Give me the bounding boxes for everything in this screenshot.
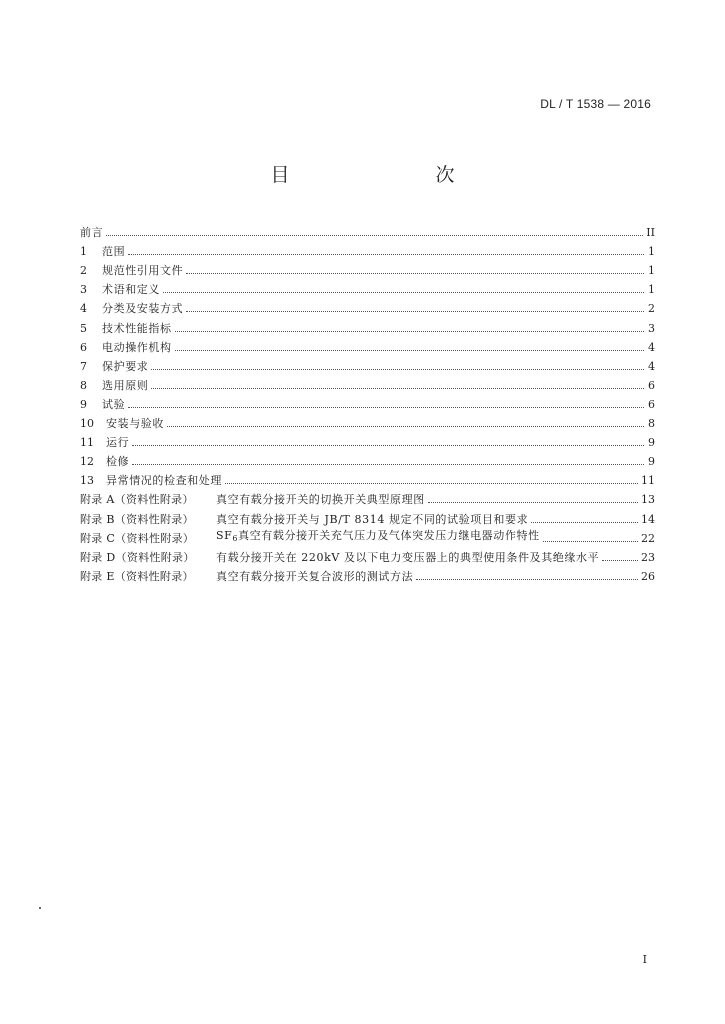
- toc-entry-1[interactable]: [80, 239, 655, 258]
- toc-entry-page: 4: [648, 359, 655, 373]
- toc-entry-page: 3: [648, 321, 655, 335]
- toc-entry-number: 13: [80, 474, 94, 488]
- toc-entry-label: 异常情况的检查和处理: [106, 474, 222, 488]
- toc-leader-dots: [128, 406, 644, 408]
- toc-leader-dots: [543, 540, 638, 542]
- toc-leader-dots: [167, 425, 644, 427]
- document-header-code: DL / T 1538 — 2016: [540, 97, 651, 111]
- toc-leader-dots: [225, 482, 638, 484]
- toc-appendix-a[interactable]: [80, 487, 655, 506]
- toc-entry-page: 26: [641, 569, 655, 583]
- toc-entry-number: 11: [80, 436, 94, 450]
- toc-entry-page: 22: [641, 531, 655, 545]
- toc-appendix-e[interactable]: [80, 564, 655, 583]
- appendix-title-part: 真空有载分接开关充气压力及气体突发压力继电器动作特性: [238, 528, 540, 542]
- toc-entry-12[interactable]: [80, 449, 655, 468]
- toc-entry-9[interactable]: [80, 392, 655, 411]
- toc-entry-label: 规范性引用文件: [102, 264, 184, 278]
- toc-leader-dots: [163, 291, 644, 293]
- toc-leader-dots: [106, 234, 643, 236]
- table-of-contents: [80, 220, 655, 583]
- toc-entry-page: 1: [648, 283, 655, 297]
- toc-entry-label: 范围: [102, 245, 126, 259]
- toc-entry-page: 6: [648, 397, 655, 411]
- toc-leader-dots: [416, 578, 638, 580]
- toc-entry-number: 1: [80, 245, 87, 259]
- toc-entry-3[interactable]: [80, 277, 655, 296]
- appendix-title: 真空有载分接开关的切换开关典型原理图: [216, 493, 425, 507]
- scan-speck: [39, 907, 41, 909]
- page-number: I: [642, 953, 647, 966]
- toc-entry-number: 5: [80, 321, 87, 335]
- toc-entry-13[interactable]: [80, 468, 655, 487]
- toc-entry-page: 4: [648, 340, 655, 354]
- toc-entry-number: 9: [80, 397, 87, 411]
- toc-leader-dots: [531, 521, 638, 523]
- toc-entry-label: 电动操作机构: [102, 340, 172, 354]
- toc-leader-dots: [128, 253, 644, 255]
- toc-entry-number: 6: [80, 340, 87, 354]
- toc-entry-label: 安装与验收: [106, 417, 164, 431]
- toc-entry-4[interactable]: [80, 296, 655, 315]
- toc-entry-page: 9: [648, 455, 655, 469]
- toc-leader-dots: [602, 559, 638, 561]
- toc-leader-dots: [132, 463, 644, 465]
- toc-entry-page: 9: [648, 436, 655, 450]
- toc-leader-dots: [151, 387, 644, 389]
- toc-appendix-b[interactable]: [80, 506, 655, 525]
- toc-appendix-c[interactable]: [80, 526, 655, 545]
- toc-entry-page: 11: [641, 474, 655, 488]
- toc-entry-label: 分类及安装方式: [102, 302, 184, 316]
- toc-entry-number: 10: [80, 417, 94, 431]
- toc-entry-page: 13: [641, 493, 655, 507]
- toc-entry-label: 前言: [80, 226, 104, 240]
- toc-entry-label: 选用原则: [102, 378, 149, 392]
- toc-entry-label: 术语和定义: [102, 283, 160, 297]
- toc-entry-label: 保护要求: [102, 359, 149, 373]
- toc-entry-page: 23: [641, 550, 655, 564]
- subscript-text: 6: [232, 533, 239, 543]
- appendix-title-part: SF: [216, 528, 233, 542]
- appendix-title: [216, 529, 540, 545]
- toc-entry-7[interactable]: [80, 354, 655, 373]
- toc-entry-6[interactable]: [80, 335, 655, 354]
- toc-leader-dots: [428, 501, 638, 503]
- toc-entry-page: 2: [648, 302, 655, 316]
- appendix-prefix: 附录 D（资料性附录）: [80, 550, 195, 564]
- toc-leader-dots: [175, 349, 644, 351]
- toc-entry-number: 2: [80, 264, 87, 278]
- toc-entry-page: 1: [648, 245, 655, 259]
- toc-leader-dots: [186, 310, 644, 312]
- appendix-prefix: 附录 E（资料性附录）: [80, 569, 194, 583]
- page-title: 目 次: [270, 164, 491, 186]
- toc-entry-8[interactable]: [80, 373, 655, 392]
- toc-entry-number: 12: [80, 455, 94, 469]
- toc-entry-page: 8: [648, 417, 655, 431]
- toc-leader-dots: [132, 444, 644, 446]
- toc-entry-label: 试验: [102, 397, 126, 411]
- toc-entry-2[interactable]: [80, 258, 655, 277]
- toc-leader-dots: [151, 368, 644, 370]
- toc-entry-10[interactable]: [80, 411, 655, 430]
- toc-entry-label: 运行: [106, 436, 130, 450]
- toc-entry-page: 1: [648, 264, 655, 278]
- toc-leader-dots: [175, 330, 644, 332]
- toc-entry-label: 技术性能指标: [102, 321, 172, 335]
- toc-entry-page: 6: [648, 378, 655, 392]
- toc-entry-page: 14: [641, 512, 655, 526]
- appendix-title: 真空有载分接开关复合波形的测试方法: [216, 569, 414, 583]
- toc-entry-foreword[interactable]: [80, 220, 655, 239]
- toc-entry-label: 检修: [106, 455, 130, 469]
- toc-entry-number: 7: [80, 359, 87, 373]
- toc-entry-page: II: [646, 226, 655, 240]
- appendix-title: 有载分接开关在 220kV 及以下电力变压器上的典型使用条件及其绝缘水平: [216, 550, 600, 564]
- toc-entry-5[interactable]: [80, 315, 655, 334]
- appendix-prefix: 附录 A（资料性附录）: [80, 493, 194, 507]
- appendix-prefix: 附录 B（资料性附录）: [80, 512, 194, 526]
- toc-entry-11[interactable]: [80, 430, 655, 449]
- toc-entry-number: 8: [80, 378, 87, 392]
- appendix-title: 真空有载分接开关与 JB/T 8314 规定不同的试验项目和要求: [216, 512, 529, 526]
- toc-appendix-d[interactable]: [80, 545, 655, 564]
- toc-entry-number: 3: [80, 283, 87, 297]
- toc-leader-dots: [186, 272, 644, 274]
- appendix-prefix: 附录 C（资料性附录）: [80, 531, 195, 545]
- toc-entry-number: 4: [80, 302, 87, 316]
